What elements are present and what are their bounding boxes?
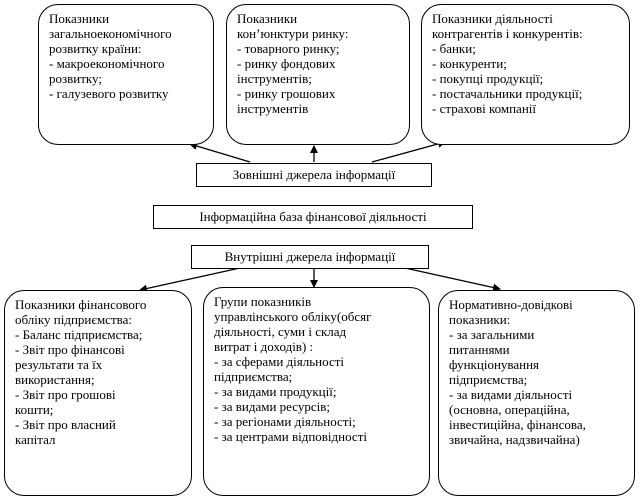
box-line: - за видами діяльності — [449, 387, 573, 402]
box-line: інструментів; — [237, 71, 312, 86]
box-line: (основна, операційна, — [449, 402, 570, 417]
box-line: - за загальними — [449, 327, 535, 342]
box-line: Показники — [49, 11, 110, 26]
box-line: кошти; — [15, 402, 54, 417]
box-line: Показники — [237, 11, 298, 26]
box-line: - страхові компанії — [432, 101, 537, 116]
box-line: - макроекономічного — [49, 56, 165, 71]
box-line: - за сферами діяльності — [214, 354, 345, 369]
arrow-to-counterparties — [372, 142, 445, 162]
box-line: - Звіт про грошові — [15, 387, 116, 402]
box-line: - Звіт про власний — [15, 417, 116, 432]
box-line: інвестиційна, фінансова, — [449, 417, 586, 432]
internal-sources-label: Внутрішні джерела інформації — [191, 245, 429, 269]
box-line: - покупці продукції; — [432, 71, 544, 86]
box-line: Групи показників — [214, 294, 312, 309]
box-line: - ринку фондових — [237, 56, 336, 71]
box-line: підприємства; — [214, 369, 293, 384]
box-line: - постачальники продукції; — [432, 86, 583, 101]
box-counterparties-indicators — [421, 4, 630, 145]
box-line: обліку підприємства: — [15, 312, 132, 327]
box-line: діяльності, суми і склад — [214, 324, 347, 339]
arrow-to-general-economic — [190, 144, 250, 162]
box-line: Показники фінансового — [15, 297, 147, 312]
box-line: інструментів — [237, 101, 309, 116]
box-line: загальноекономічного — [49, 26, 172, 41]
box-line: капітал — [15, 432, 56, 447]
box-line: - банки; — [432, 41, 476, 56]
box-line: підприємства; — [449, 372, 528, 387]
box-financial-accounting-indicators — [4, 290, 192, 496]
box-line: - ринку грошових — [237, 86, 336, 101]
box-line: витрат і доходів) : — [214, 339, 314, 354]
box-line: - за центрами відповідності — [214, 429, 367, 444]
box-line: контрагентів і конкурентів: — [432, 26, 583, 41]
box-line: - за видами продукції; — [214, 384, 337, 399]
box-line: - конкуренти; — [432, 56, 507, 71]
box-line: звичайна, надзвичайна) — [449, 432, 580, 447]
box-line: Нормативно-довідкові — [449, 297, 573, 312]
box-line: управлінського обліку(обсяг — [214, 309, 372, 324]
box-line: розвитку країни: — [49, 41, 142, 56]
box-line: питаннями — [449, 342, 510, 357]
box-line: результати та їх — [15, 357, 103, 372]
external-sources-label: Зовнішні джерела інформації — [196, 163, 432, 187]
box-normative-reference-indicators — [438, 290, 635, 496]
arrow-to-normative-reference — [405, 268, 500, 289]
box-line: розвитку; — [49, 71, 102, 86]
box-line: показники: — [449, 312, 511, 327]
box-line: - за видами ресурсів; — [214, 399, 330, 414]
box-line: - Звіт про фінансові — [15, 342, 125, 357]
box-general-economic-indicators — [38, 4, 214, 145]
information-base-label: Інформаційна база фінансової діяльності — [153, 205, 473, 229]
box-line: - Баланс підприємства; — [15, 327, 143, 342]
box-management-accounting-indicators — [203, 287, 430, 496]
box-line: - товарного ринку; — [237, 41, 340, 56]
box-line: функціонування — [449, 357, 540, 372]
box-line: - за регіонами діяльності; — [214, 414, 356, 429]
box-line: кон’юнктури ринку: — [237, 26, 349, 41]
box-line: Показники діяльності — [432, 11, 553, 26]
box-line: - галузевого розвитку — [49, 86, 169, 101]
box-market-conjuncture-indicators — [226, 4, 410, 145]
box-line: використання; — [15, 372, 95, 387]
